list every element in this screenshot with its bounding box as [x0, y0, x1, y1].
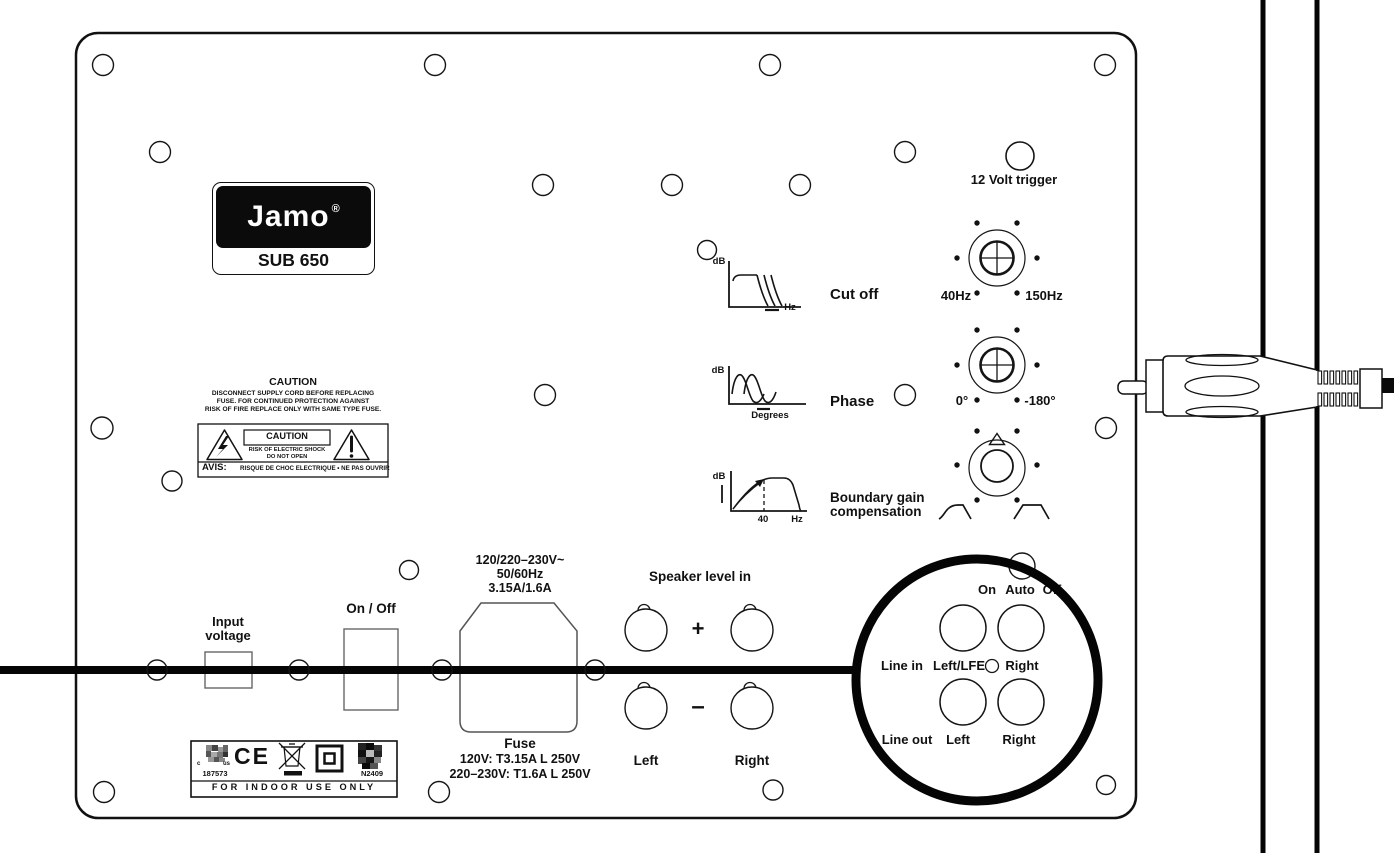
line-out-label: Line out [881, 732, 933, 747]
warning-label-title: CAUTION [266, 431, 308, 441]
cutoff-graph-xlabel: Hz [784, 302, 796, 313]
mode-off-label: Off [1042, 582, 1062, 597]
phase-graph-xlabel: Degrees [751, 410, 789, 421]
mode-on-label: On [977, 582, 997, 597]
power-rating-line: 3.15A/1.6A [488, 581, 552, 595]
indoor-use-label: FOR INDOOR USE ONLY [211, 782, 377, 792]
line-in-right-label: Right [1005, 658, 1039, 673]
caution-notice-line: RISK OF FIRE REPLACE ONLY WITH SAME TYPE FUSE. [204, 406, 382, 413]
avis-text: RISQUE DE CHOC ELECTRIQUE • NE PAS OUVRIR [240, 464, 390, 472]
brand-wordmark: Jamo [247, 200, 330, 233]
boundary-label-1: Boundary gain [830, 490, 925, 505]
fuse-spec-line: 120V: T3.15A L 250V [459, 752, 581, 766]
minus-sign: – [691, 693, 705, 720]
phase-graph-ylabel: dB [711, 365, 725, 376]
cutoff-min-label: 40Hz [940, 288, 972, 303]
model-label: SUB 650 [257, 250, 329, 270]
speaker-left-label: Left [633, 753, 659, 768]
caution-notice-line: DISCONNECT SUPPLY CORD BEFORE REPLACING [211, 390, 375, 397]
ul-us-label: us [223, 761, 231, 767]
avis-prefix: AVIS: [202, 462, 227, 473]
line-in-left-label: Left/LFE [933, 658, 985, 673]
phase-min-label: 0° [955, 393, 969, 408]
mode-auto-label: Auto [1005, 582, 1035, 597]
brand-logo [216, 186, 371, 248]
trigger-label: 12 Volt trigger [970, 172, 1058, 187]
warning-label-risk: RISK OF ELECTRIC SHOCK [248, 447, 326, 453]
phase-label: Phase [830, 393, 875, 410]
line-out-left-label: Left [946, 732, 970, 747]
boundary-graph-xlabel: Hz [791, 514, 803, 525]
fuse-spec-line: 220–230V: T1.6A L 250V [449, 767, 591, 781]
speaker-level-title: Speaker level in [648, 569, 752, 584]
rcm-number: N2409 [360, 769, 384, 778]
caution-notice-line: FUSE. FOR CONTINUED PROTECTION AGAINST [216, 398, 370, 405]
caution-notice-title: CAUTION [269, 376, 317, 388]
line-in-label: Line in [881, 658, 923, 673]
power-rating-line: 50/60Hz [496, 567, 544, 581]
line-out-right-label: Right [1002, 732, 1036, 747]
boundary-label-2: compensation [830, 504, 922, 519]
power-rating-line: 120/220–230V~ [475, 553, 565, 567]
input-voltage-label-2: voltage [205, 628, 251, 643]
fuse-title: Fuse [504, 736, 536, 751]
speaker-right-label: Right [734, 753, 770, 768]
ul-number: 187573 [202, 769, 228, 778]
input-voltage-label-1: Input [212, 614, 244, 629]
ce-mark: CE [234, 743, 270, 769]
ul-c-label: c [197, 761, 201, 767]
warning-label-action: DO NOT OPEN [266, 454, 308, 460]
boundary-graph-ylabel: dB [712, 471, 726, 482]
cutoff-max-label: 150Hz [1025, 288, 1063, 303]
registered-mark: ® [331, 203, 340, 215]
boundary-graph-tick: 40 [757, 514, 769, 525]
on-off-label: On / Off [346, 601, 396, 616]
phase-max-label: -180° [1024, 393, 1056, 408]
plus-sign: + [691, 616, 705, 641]
cutoff-graph-ylabel: dB [712, 256, 726, 267]
cutoff-label: Cut off [830, 286, 879, 303]
